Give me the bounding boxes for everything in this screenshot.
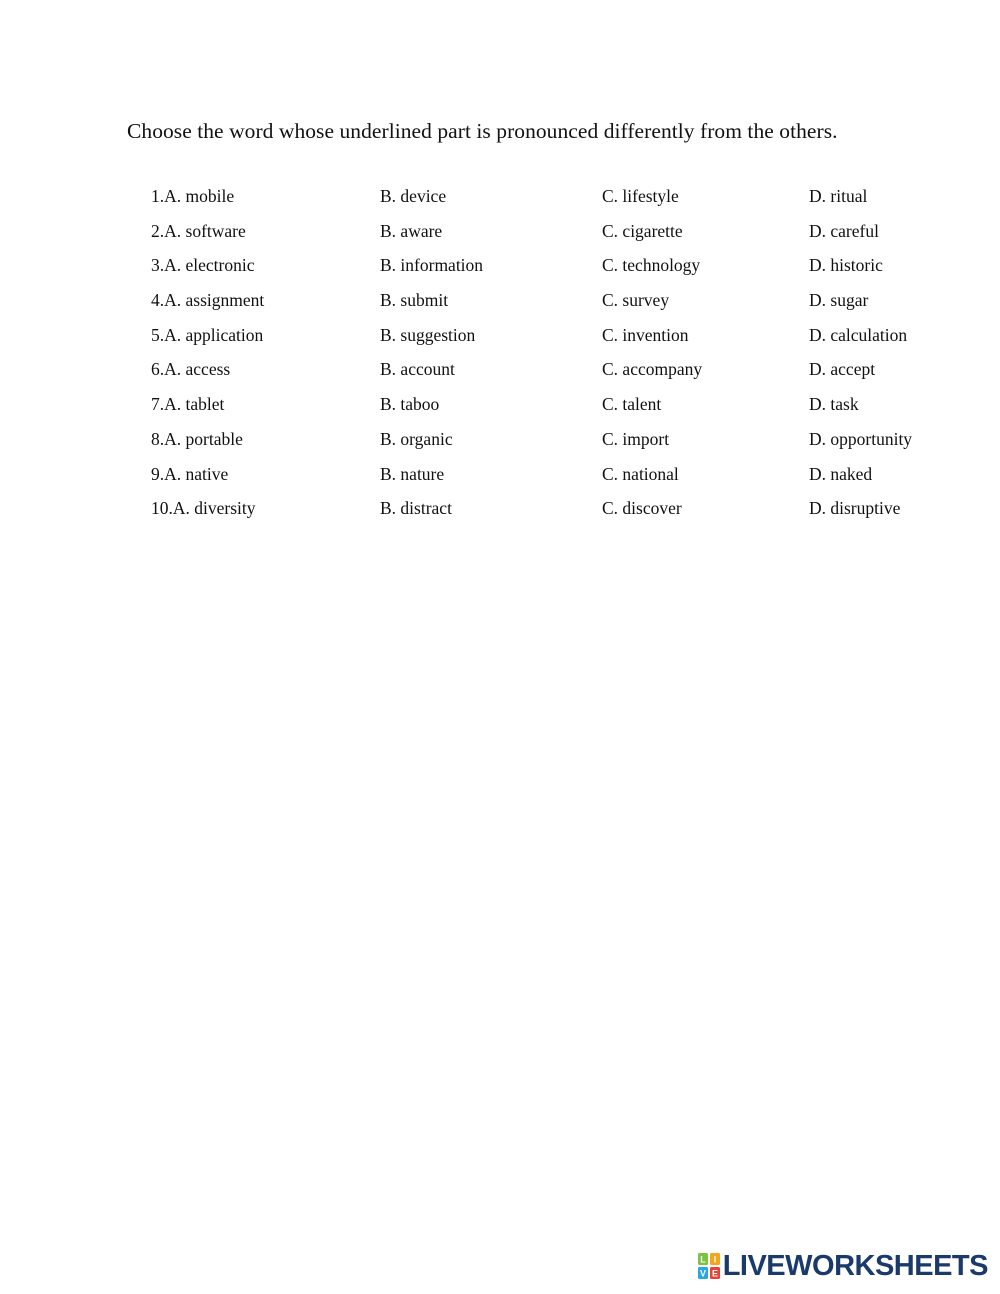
option-c: C. survey xyxy=(602,290,670,311)
question-row xyxy=(0,492,1000,527)
question-row xyxy=(0,458,1000,493)
question-row xyxy=(0,215,1000,250)
option-b: B. taboo xyxy=(380,394,440,415)
option-c: C. technology xyxy=(602,255,701,276)
option-c: C. talent xyxy=(602,394,662,415)
option-b: B. information xyxy=(380,255,484,276)
option-b: B. account xyxy=(380,359,455,380)
option-a: 3.A. electronic xyxy=(151,255,255,276)
option-c: C. accompany xyxy=(602,359,703,380)
option-d: D. ritual xyxy=(809,186,868,206)
option-c: C. invention xyxy=(602,324,689,345)
option-d: D. task xyxy=(809,394,859,415)
option-d: D. accept xyxy=(809,359,876,380)
option-d: D. naked xyxy=(809,463,873,484)
option-c: C. import xyxy=(602,428,670,449)
option-b: B. aware xyxy=(380,220,443,241)
instruction-text: Choose the word whose underlined part is pronounced differently from the others. xyxy=(127,119,838,143)
question-row xyxy=(0,284,1000,319)
option-b: B. nature xyxy=(380,463,445,484)
option-c: C. cigarette xyxy=(602,220,683,241)
option-a: 6.A. access xyxy=(151,359,231,380)
option-a: 7.A. tablet xyxy=(151,394,225,415)
option-a: 9.A. native xyxy=(151,463,229,484)
option-b: B. device xyxy=(380,186,447,206)
question-row xyxy=(0,423,1000,458)
option-a: 4.A. assignment xyxy=(151,290,265,311)
svg-text:E: E xyxy=(711,1268,718,1279)
question-row xyxy=(0,249,1000,284)
option-a: 1.A. mobile xyxy=(151,186,235,206)
option-d: D. sugar xyxy=(809,290,869,311)
question-row xyxy=(0,319,1000,354)
liveworksheets-brand xyxy=(698,1251,988,1281)
option-d: D. careful xyxy=(809,220,879,241)
option-d: D. historic xyxy=(809,255,883,276)
option-a: 8.A. portable xyxy=(151,428,243,449)
option-c: C. national xyxy=(602,463,679,484)
option-b: B. organic xyxy=(380,428,453,449)
option-c: C. discover xyxy=(602,498,682,519)
option-a: 5.A. application xyxy=(151,324,264,345)
option-a: 2.A. software xyxy=(151,220,246,241)
option-c: C. lifestyle xyxy=(602,186,679,206)
question-row xyxy=(0,353,1000,388)
option-d: D. opportunity xyxy=(809,428,913,449)
svg-text:I: I xyxy=(713,1254,716,1265)
question-list xyxy=(0,180,1000,527)
question-row xyxy=(0,180,1000,215)
option-b: B. submit xyxy=(380,290,449,311)
liveworksheets-logo-text: LIVEWORKSHEETS xyxy=(722,1250,988,1282)
option-d: D. calculation xyxy=(809,324,908,345)
svg-text:L: L xyxy=(699,1254,706,1265)
option-d: D. disruptive xyxy=(809,498,901,519)
option-a: 10.A. diversity xyxy=(151,498,256,519)
question-row xyxy=(0,388,1000,423)
svg-text:V: V xyxy=(699,1268,706,1279)
option-b: B. suggestion xyxy=(380,324,476,345)
liveworksheets-logo-icon xyxy=(698,1253,720,1279)
option-b: B. distract xyxy=(380,498,452,519)
